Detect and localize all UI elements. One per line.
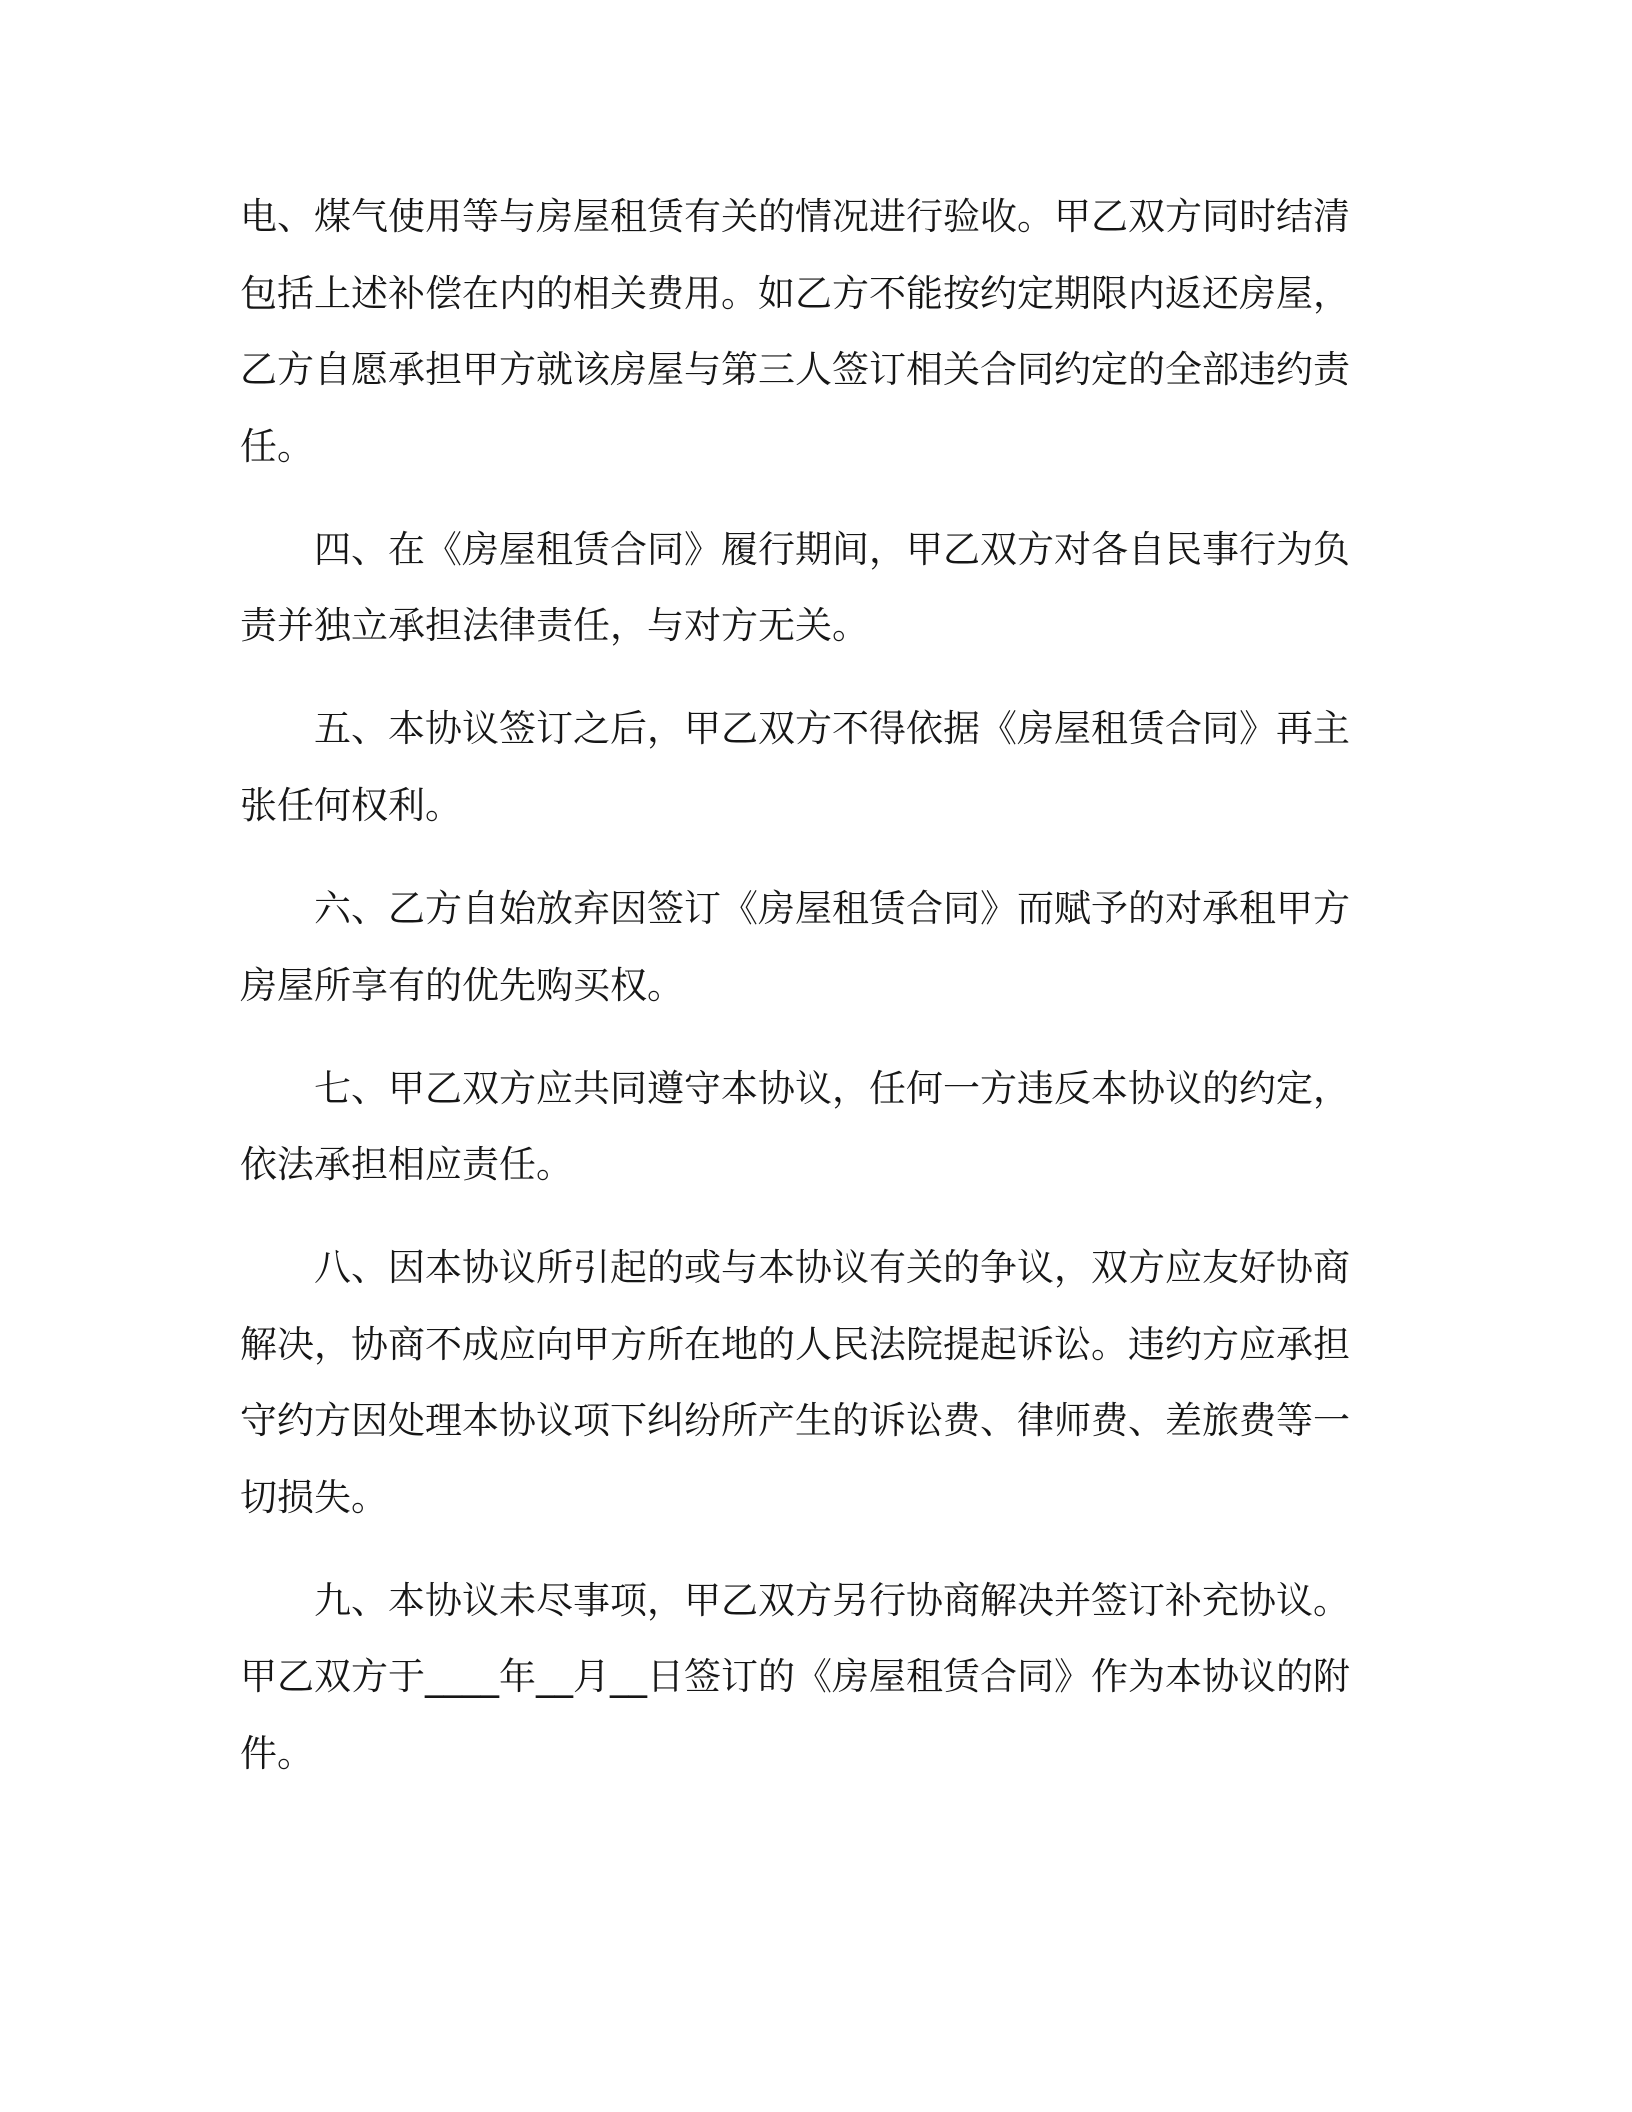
text-line: 五、本协议签订之后，甲乙双方不得依据《房屋租赁合同》再主 bbox=[314, 707, 1350, 751]
document-body bbox=[240, 179, 1350, 1819]
paragraph-continuation bbox=[240, 179, 1350, 485]
text-line: 责并独立承担法律责任，与对方无关。 bbox=[240, 604, 869, 648]
text-line: 切损失。 bbox=[240, 1475, 388, 1519]
paragraph-clause-8 bbox=[240, 1230, 1350, 1536]
paragraph-clause-4 bbox=[240, 512, 1350, 665]
text-line: 九、本协议未尽事项，甲乙双方另行协商解决并签订补充协议。 bbox=[314, 1578, 1350, 1622]
paragraph-clause-9 bbox=[240, 1563, 1350, 1793]
text-line: 四、在《房屋租赁合同》履行期间，甲乙双方对各自民事行为负 bbox=[314, 527, 1350, 571]
text-line: 电、煤气使用等与房屋租赁有关的情况进行验收。甲乙双方同时结清 bbox=[240, 195, 1350, 238]
text-line: 件。 bbox=[240, 1732, 314, 1776]
paragraph-clause-6 bbox=[240, 871, 1350, 1024]
text-line: 七、甲乙双方应共同遵守本协议，任何一方违反本协议的约定， bbox=[314, 1066, 1350, 1110]
text-line: 八、因本协议所引起的或与本协议有关的争议，双方应友好协商 bbox=[314, 1246, 1350, 1290]
text-line: 房屋所享有的优先购买权。 bbox=[240, 963, 684, 1007]
text-line: 张任何权利。 bbox=[240, 783, 462, 827]
text-line: 乙方自愿承担甲方就该房屋与第三人签订相关合同约定的全部违约责 bbox=[240, 348, 1350, 392]
paragraph-clause-7 bbox=[240, 1051, 1350, 1204]
paragraph-clause-5 bbox=[240, 691, 1350, 844]
text-line: 六、乙方自始放弃因签订《房屋租赁合同》而赋予的对承租甲方 bbox=[314, 886, 1350, 930]
text-line-date-blanks: 甲乙双方于____年__月__日签订的《房屋租赁合同》作为本协议的附 bbox=[240, 1655, 1350, 1699]
text-line: 依法承担相应责任。 bbox=[240, 1143, 573, 1187]
text-line: 守约方因处理本协议项下纠纷所产生的诉讼费、律师费、差旅费等一 bbox=[240, 1399, 1350, 1443]
text-line: 任。 bbox=[240, 424, 314, 468]
text-line: 包括上述补偿在内的相关费用。如乙方不能按约定期限内返还房屋， bbox=[240, 271, 1350, 315]
text-line: 解决，协商不成应向甲方所在地的人民法院提起诉讼。违约方应承担 bbox=[240, 1322, 1350, 1366]
